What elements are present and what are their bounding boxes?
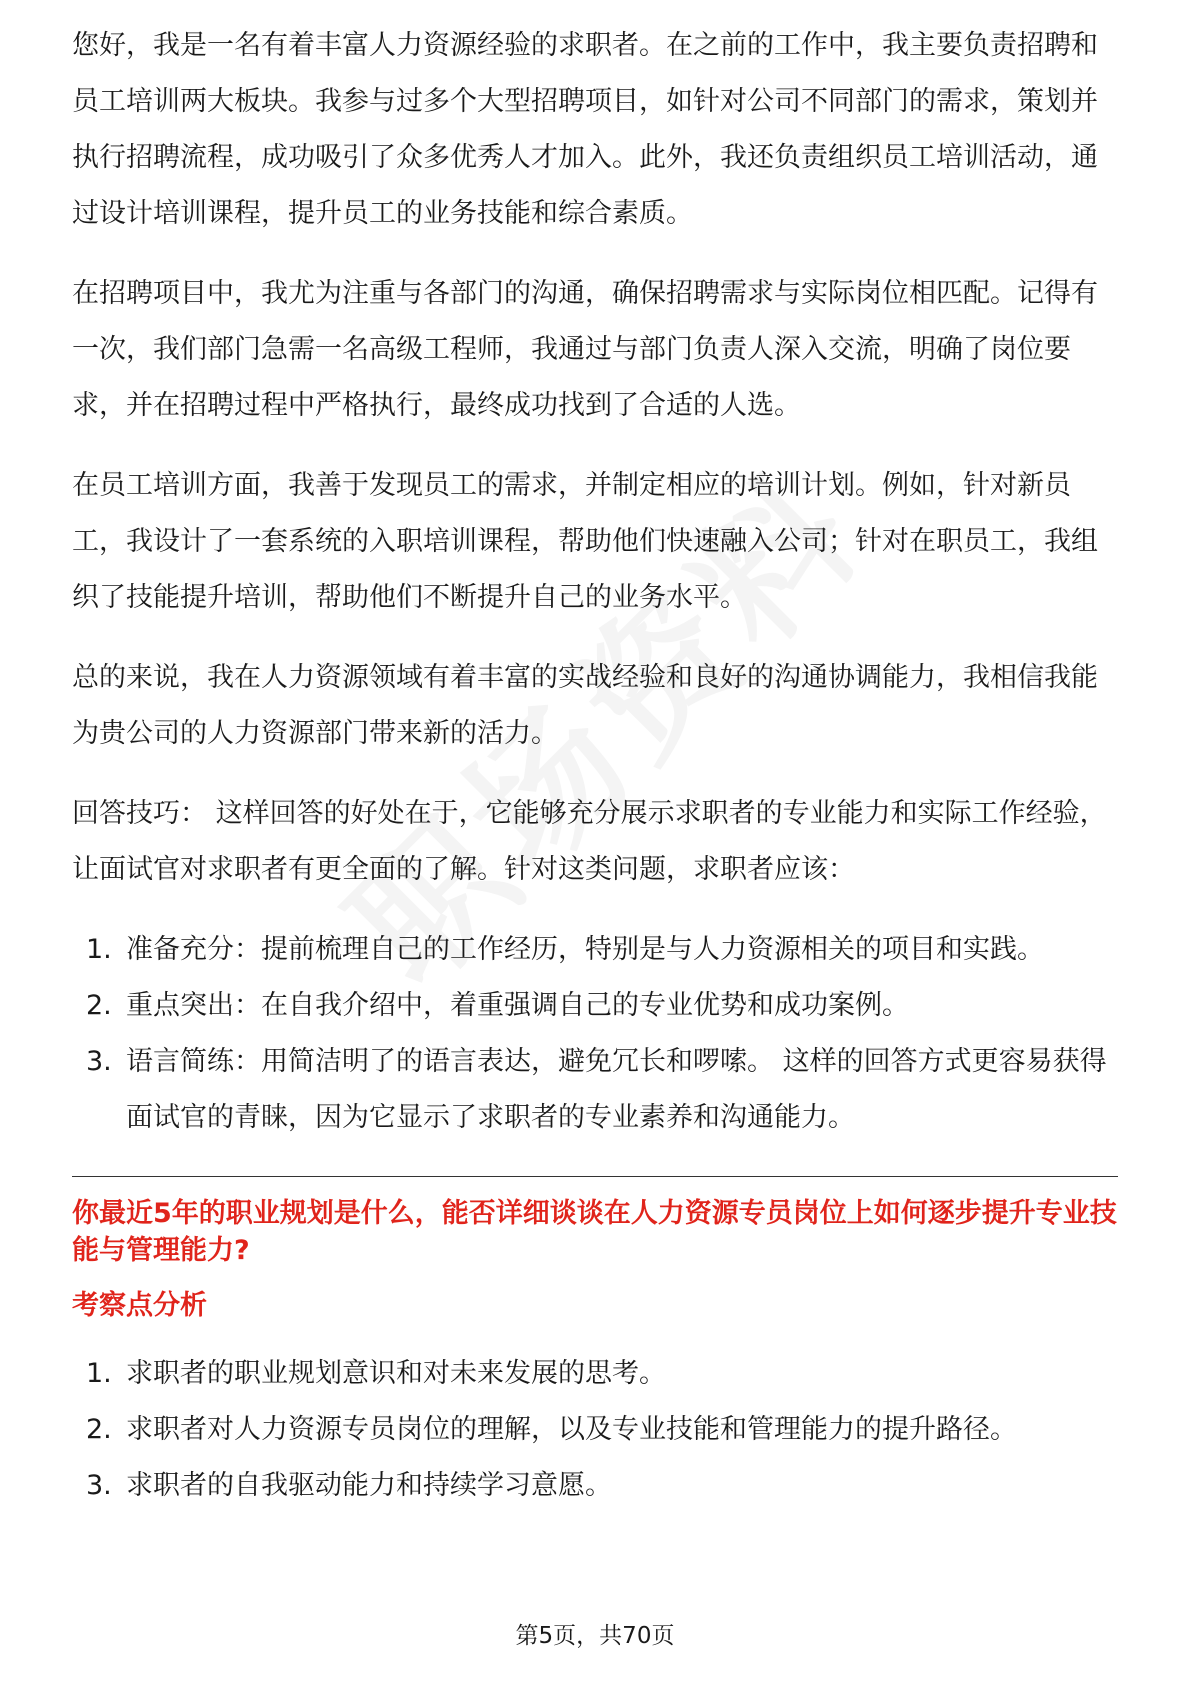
paragraph-intro: 您好，我是一名有着丰富人力资源经验的求职者。在之前的工作中，我主要负责招聘和员工培训两大板块。我参与过多个大型招聘项目，如针对公司不同部门的需求，策划并执行招聘流程，成功吸引了众多优秀人才加入。此外，我还负责组织员工培训活动，通过设计培训课程，提升员工的业务技能和综合素质。 bbox=[72, 30, 1098, 229]
list-text: 重点突出：在自我介绍中，着重强调自己的专业优势和成功案例。 bbox=[126, 990, 909, 1021]
list-number: 3. bbox=[86, 1470, 112, 1501]
question-heading: 你最近5年的职业规划是什么，能否详细谈谈在人力资源专员岗位上如何逐步提升专业技能与管理能力? bbox=[72, 1198, 1117, 1266]
list-number: 1. bbox=[86, 934, 112, 965]
section-divider bbox=[72, 1176, 1118, 1177]
list-number: 2. bbox=[86, 990, 112, 1021]
analysis-title: 考察点分析 bbox=[72, 1290, 207, 1321]
paragraph-recruitment: 在招聘项目中，我尤为注重与各部门的沟通，确保招聘需求与实际岗位相匹配。记得有一次，我们部门急需一名高级工程师，我通过与部门负责人深入交流，明确了岗位要求，并在招聘过程中严格执行，最终成功找到了合适的人选。 bbox=[72, 278, 1098, 421]
tips-list bbox=[72, 922, 1118, 1146]
list-number: 2. bbox=[86, 1414, 112, 1445]
paragraph-summary: 总的来说，我在人力资源领域有着丰富的实战经验和良好的沟通协调能力，我相信我能为贵公司的人力资源部门带来新的活力。 bbox=[72, 662, 1098, 749]
list-item bbox=[72, 1402, 1118, 1458]
page-footer: 第5页，共70页 bbox=[515, 1623, 675, 1649]
paragraph-training: 在员工培训方面，我善于发现员工的需求，并制定相应的培训计划。例如，针对新员工，我设计了一套系统的入职培训课程，帮助他们快速融入公司；针对在职员工，我组织了技能提升培训，帮助他们不断提升自己的业务水平。 bbox=[72, 470, 1098, 613]
list-number: 3. bbox=[86, 1046, 112, 1077]
list-number: 1. bbox=[86, 1358, 112, 1389]
list-text: 准备充分：提前梳理自己的工作经历，特别是与人力资源相关的项目和实践。 bbox=[126, 934, 1044, 965]
list-item bbox=[72, 922, 1118, 978]
list-text: 求职者对人力资源专员岗位的理解，以及专业技能和管理能力的提升路径。 bbox=[126, 1414, 1017, 1445]
list-text: 语言简练：用简洁明了的语言表达，避免冗长和啰嗦。 这样的回答方式更容易获得面试官的青睐，因为它显示了求职者的专业素养和沟通能力。 bbox=[126, 1046, 1107, 1133]
list-text: 求职者的自我驱动能力和持续学习意愿。 bbox=[126, 1470, 612, 1501]
list-item bbox=[72, 1458, 1118, 1514]
list-text: 求职者的职业规划意识和对未来发展的思考。 bbox=[126, 1358, 666, 1389]
paragraph-answer-tips: 回答技巧： 这样回答的好处在于，它能够充分展示求职者的专业能力和实际工作经验，让面试官对求职者有更全面的了解。针对这类问题，求职者应该： bbox=[72, 798, 1107, 885]
list-item bbox=[72, 978, 1118, 1034]
list-item bbox=[72, 1034, 1118, 1146]
analysis-list bbox=[72, 1346, 1118, 1514]
page-content bbox=[72, 0, 1118, 1514]
list-item bbox=[72, 1346, 1118, 1402]
